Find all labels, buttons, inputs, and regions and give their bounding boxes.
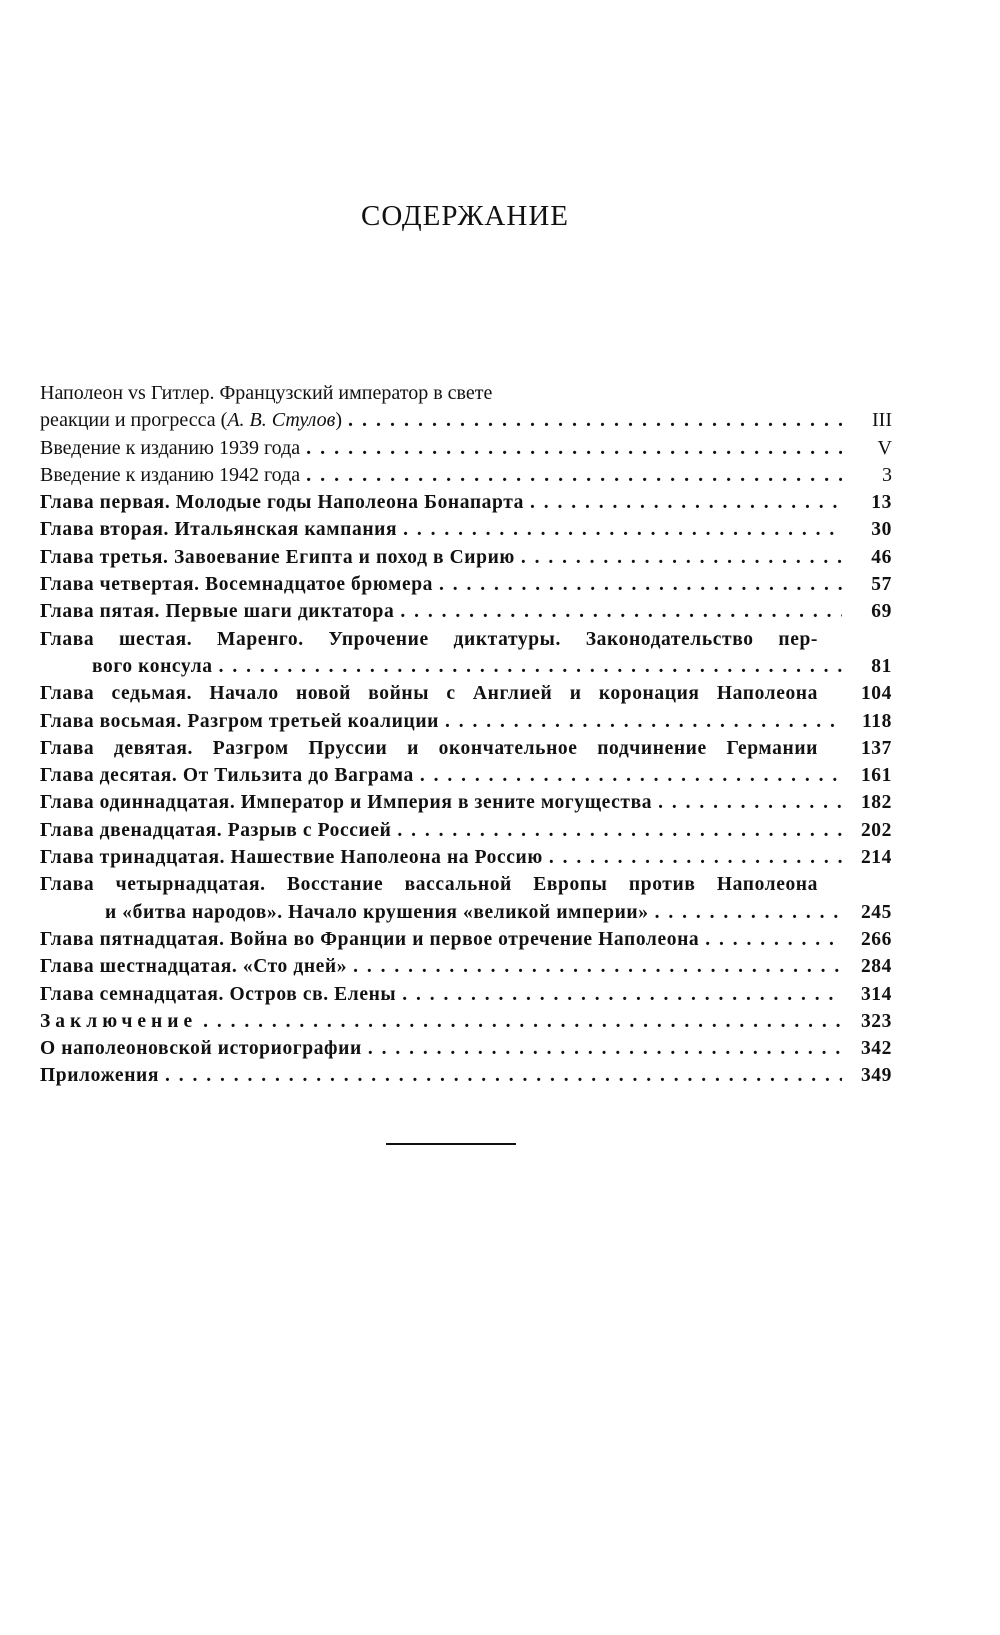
toc-page-number: 202	[860, 819, 892, 841]
toc-entry-chapter-6[interactable]	[40, 626, 892, 681]
toc-page-number: 182	[860, 792, 892, 814]
toc-entry-appendices[interactable]	[40, 1062, 892, 1089]
toc-dot-leader	[402, 981, 842, 1008]
toc-page-number: 342	[860, 1038, 892, 1060]
toc-dot-leader	[521, 544, 842, 571]
toc-page-number: 284	[860, 956, 892, 978]
toc-entry-title: Глава третья. Завоевание Египта и поход в Сирию	[40, 546, 515, 568]
toc-entry-chapter-9[interactable]	[40, 735, 892, 762]
toc-page-number: 104	[860, 683, 892, 705]
toc-entry-title: Глава шестнадцатая. «Сто дней»	[40, 956, 348, 978]
toc-entry-chapter-8[interactable]	[40, 708, 892, 735]
toc-page-number: 46	[871, 546, 892, 568]
toc-entry-title: О наполеоновской историографии	[40, 1038, 362, 1060]
toc-dot-leader	[705, 926, 842, 953]
toc-entry-title: Глава пятая. Первые шаги диктатора	[40, 601, 395, 623]
toc-entry-chapter-7[interactable]	[40, 680, 892, 707]
toc-page-number: 137	[860, 737, 892, 759]
toc-page-number: 161	[860, 765, 892, 787]
toc-dot-leader	[400, 598, 842, 625]
toc-dot-leader	[403, 516, 842, 543]
toc-page-number: 323	[860, 1010, 892, 1032]
toc-page-number: 245	[860, 901, 892, 923]
toc-page-number: 3	[882, 463, 892, 486]
toc-dot-leader	[203, 1008, 842, 1035]
toc-entry-title: Глава десятая. От Тильзита до Ваграма	[40, 765, 414, 787]
toc-entry-introduction-stulov[interactable]	[40, 380, 892, 435]
toc-entry-historiography[interactable]	[40, 1035, 892, 1062]
toc-entry-title: Глава семнадцатая. Остров св. Елены	[40, 983, 397, 1005]
toc-entry-chapter-12[interactable]	[40, 817, 892, 844]
toc-entry-title: Заключение	[40, 1010, 198, 1032]
toc-entry-title: Глава первая. Молодые годы Наполеона Бонапарта	[40, 492, 524, 514]
toc-dot-leader	[219, 653, 842, 680]
toc-entry-chapter-5[interactable]	[40, 598, 892, 625]
toc-page-number: 30	[871, 519, 892, 541]
toc-dot-leader	[306, 462, 842, 489]
page-title: СОДЕРЖАНИЕ	[361, 200, 569, 232]
toc-entry-chapter-14[interactable]	[40, 871, 892, 926]
toc-entry-title: Глава седьмая. Начало новой войны с Англией и коронация Наполеона	[40, 683, 818, 705]
toc-page-number: 314	[860, 983, 892, 1005]
toc-dot-leader	[658, 789, 842, 816]
toc-entry-title: Глава девятая. Разгром Пруссии и окончательное подчинение Германии	[40, 737, 818, 759]
toc-dot-leader	[439, 571, 842, 598]
toc-entry-intro-1942[interactable]	[40, 462, 892, 489]
toc-page-number: 266	[860, 928, 892, 950]
toc-entry-chapter-1[interactable]	[40, 489, 892, 516]
toc-page-number: 214	[860, 847, 892, 869]
toc-entry-title-line1: Наполеон vs Гитлер. Французский император в свете	[40, 382, 493, 404]
toc-entry-title: Введение к изданию 1942 года	[40, 463, 301, 486]
toc-entry-title: Введение к изданию 1939 года	[40, 436, 301, 459]
toc-dot-leader	[397, 817, 842, 844]
toc-page-number: 13	[871, 492, 892, 514]
toc-page-number: V	[877, 436, 892, 459]
toc-dot-leader	[420, 762, 842, 789]
toc-dot-leader	[165, 1062, 842, 1089]
toc-entry-chapter-17[interactable]	[40, 981, 892, 1008]
toc-entry-chapter-13[interactable]	[40, 844, 892, 871]
toc-entry-title: Глава четвертая. Восемнадцатое брюмера	[40, 574, 434, 596]
toc-page-number: III	[872, 409, 892, 432]
toc-entry-title-line1: Глава шестая. Маренго. Упрочение диктатуры. Законодательство пер-	[40, 628, 818, 650]
toc-entry-chapter-4[interactable]	[40, 571, 892, 598]
toc-entry-title: Глава тринадцатая. Нашествие Наполеона на Россию	[40, 847, 543, 869]
toc-entry-chapter-2[interactable]	[40, 516, 892, 543]
toc-dot-leader	[353, 953, 842, 980]
toc-dot-leader	[549, 844, 842, 871]
toc-entry-title: Приложения	[40, 1065, 160, 1087]
toc-dot-leader	[306, 435, 842, 462]
toc-entry-intro-1939[interactable]	[40, 435, 892, 462]
toc-entry-title: Глава двенадцатая. Разрыв с Россией	[40, 819, 392, 841]
toc-entry-title-line2: и «битва народов». Начало крушения «великой империи»	[105, 901, 649, 923]
toc-entry-author: А. В. Стулов	[227, 409, 336, 432]
toc-page-number: 69	[871, 601, 892, 623]
toc-entry-chapter-11[interactable]	[40, 789, 892, 816]
toc-entry-title-line2: вого консула	[92, 655, 213, 677]
toc-entry-conclusion[interactable]	[40, 1008, 892, 1035]
toc-page-number: 349	[860, 1065, 892, 1087]
toc-entry-chapter-15[interactable]	[40, 926, 892, 953]
toc-entry-title-line1: Глава четырнадцатая. Восстание вассальной Европы против Наполеона	[40, 874, 818, 896]
toc-entry-title: Глава пятнадцатая. Война во Франции и первое отречение Наполеона	[40, 928, 700, 950]
toc-entry-title: Глава одиннадцатая. Император и Империя в зените могущества	[40, 792, 653, 814]
toc-dot-leader	[348, 407, 842, 434]
toc-entry-chapter-3[interactable]	[40, 544, 892, 571]
toc-entry-title: Глава восьмая. Разгром третьей коалиции	[40, 710, 440, 732]
closing-rule-divider	[386, 1143, 516, 1145]
toc-entry-chapter-10[interactable]	[40, 762, 892, 789]
toc-entry-title: Глава вторая. Итальянская кампания	[40, 519, 398, 541]
toc-dot-leader	[655, 899, 842, 926]
table-of-contents	[40, 380, 892, 1090]
toc-dot-leader	[445, 708, 842, 735]
toc-dot-leader	[368, 1035, 842, 1062]
toc-entry-chapter-16[interactable]	[40, 953, 892, 980]
toc-dot-leader	[530, 489, 842, 516]
toc-page-number: 57	[871, 574, 892, 596]
toc-page-number: 81	[871, 655, 892, 677]
toc-entry-title-line2: реакции и прогресса (А. В. Стулов)	[40, 409, 343, 432]
toc-page-number: 118	[862, 710, 892, 732]
